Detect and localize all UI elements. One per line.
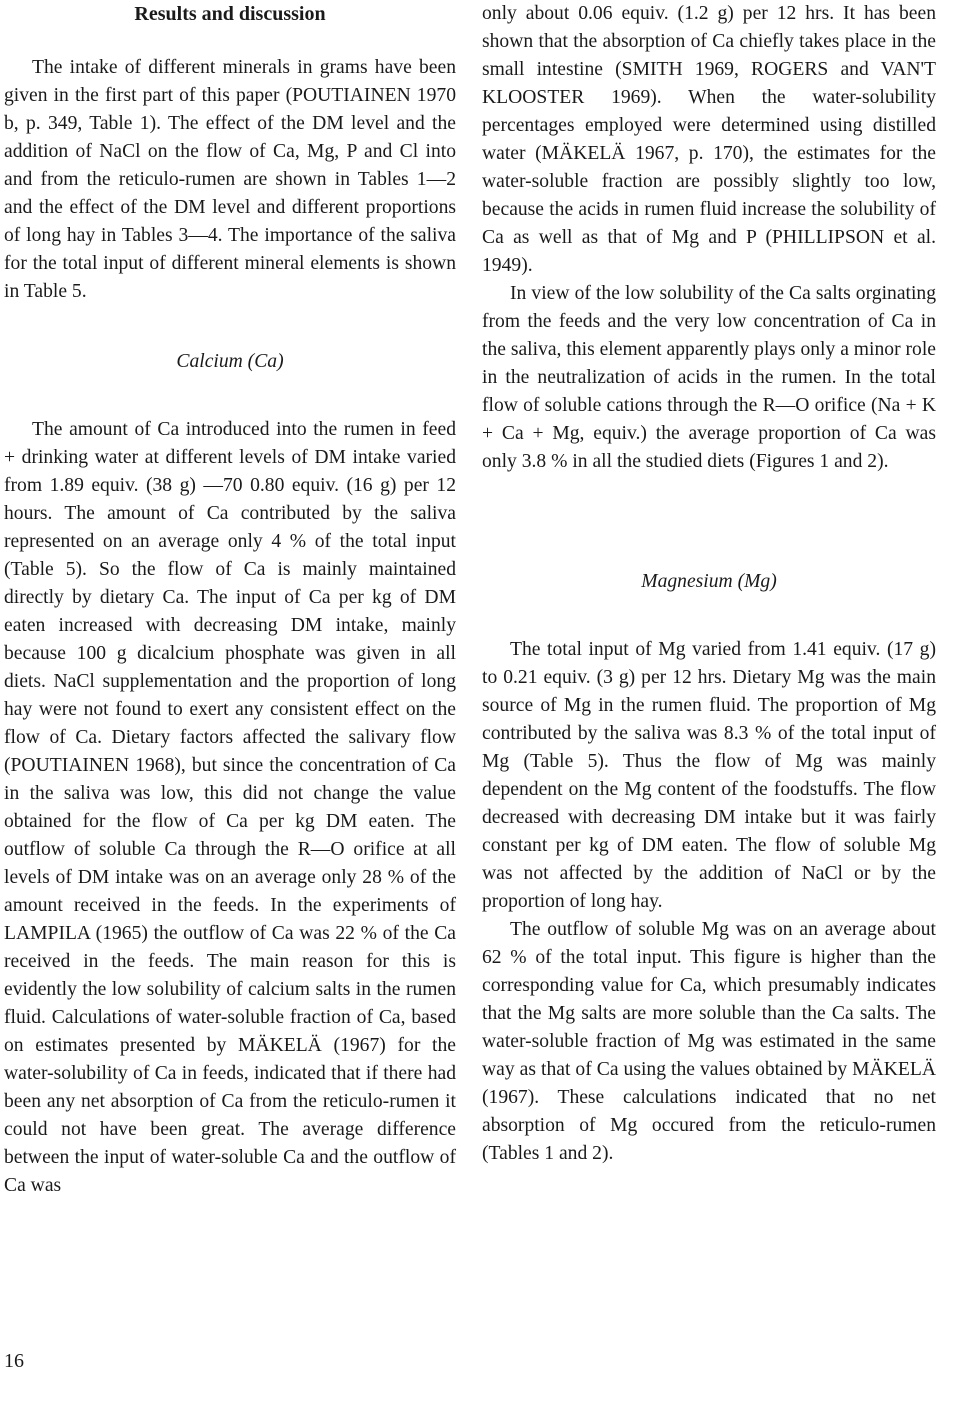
left-column [4,0,456,1200]
paragraph-calcium: The amount of Ca introduced into the rumen in feed + drinking water at different levels of DM intake varied from 1.89 equiv. (38 g) —70 0.80 equiv. (16 g) per 12 hours. The amount of Ca contributed by the saliva represented on an average only 4 % of the total input (Table 5). So the flow of Ca is mainly maintained directly by dietary Ca. The input of Ca per kg of DM eaten increased with decreasing DM intake, mainly because 100 g dicalcium phosphate was given in all diets. NaCl supplementation and the proportion of long hay were not found to exert any consistent effect on the flow of Ca. Dietary factors affected the salivary flow (POUTIAINEN 1968), but since the concentration of Ca in the saliva was low, this did not change the value obtained for the flow of Ca per kg DM eaten. The outflow of soluble Ca through the R—O orifice at all levels of DM intake was on an average only 28 % of the amount received in the feeds. In the experiments of LAMPILA (1965) the outflow of Ca was 22 % of the Ca received in the feeds. The main reason for this is evidently the low solubility of calcium salts in the rumen fluid. Calculations of water-soluble fraction of Ca, based on estimates presented by MÄKELÄ (1967) for the water-solubility of Ca in feeds, indicated that if there had been any net absorption of Ca from the reticulo-rumen it could not have been great. The average difference between the input of water-soluble Ca and the outflow of Ca was [4,419,456,1196]
paragraph-magnesium-input: The total input of Mg varied from 1.41 equiv. (17 g) to 0.21 equiv. (3 g) per 12 hrs. Dietary Mg was the main source of Mg in the rumen fluid. The proportion of Mg contributed by the saliva was 8.3 % of the total input of Mg (Table 5). Thus the flow of Mg was mainly dependent on the Mg content of the foodstuffs. The flow decreased with decreasing DM intake but it was fairly constant per kg of DM eaten. The flow of soluble Mg was not affected by the addition of NaCl or by the proportion of long hay. [482,639,936,912]
paragraph-calcium-neutralization: In view of the low solubility of the Ca salts orginating from the feeds and the very low concentration of Ca in the saliva, this element apparently plays only a minor role in the neutralization of acids in the rumen. In the total flow of soluble cations through the R—O orifice (Na + K + Ca + Mg, equiv.) the average proportion of Ca was only 3.8 % in all the studied diets (Figures 1 and 2). [482,283,936,472]
subheading-magnesium: Magnesium (Mg) [641,571,777,592]
paragraph-magnesium-outflow: The outflow of soluble Mg was on an average about 62 % of the total input. This figure is higher than the corresponding value for Ca, which presumably indicates that the Mg salts are more soluble than the Ca salts. The water-soluble fraction of Mg was estimated in the same way as that of Ca using the values obtained by MÄKELÄ (1967). These calculations indicated that no net absorption of Mg occured from the reticulo-rumen (Tables 1 and 2). [482,919,936,1164]
right-column [482,0,936,1168]
paragraph-calcium-continued: only about 0.06 equiv. (1.2 g) per 12 hrs. It has been shown that the absorption of Ca chiefly takes place in the small intestine (SMITH 1969, ROGERS and VAN'T KLOOSTER 1969). When the water-solubility percentages employed were determined using distilled water (MÄKELÄ 1967, p. 170), the estimates for the water-soluble fraction are possibly slightly too low, because the acids in rumen fluid increase the solubility of Ca as well as that of Mg and P (PHILLIPSON et al. 1949). [482,3,936,276]
section-heading-results: Results and discussion [134,3,326,25]
paragraph-intro: The intake of different minerals in grams have been given in the first part of this paper (POUTIAINEN 1970 b, p. 349, Table 1). The effect of the DM level and the addition of NaCl on the flow of Ca, Mg, P and Cl into and from the reticulo-rumen are shown in Tables 1—2 and the effect of the DM level and different proportions of long hay in Tables 3—4. The importance of the saliva for the total input of different mineral elements is shown in Table 5. [4,57,456,302]
page-number: 16 [4,1350,24,1372]
subheading-calcium: Calcium (Ca) [176,351,284,372]
